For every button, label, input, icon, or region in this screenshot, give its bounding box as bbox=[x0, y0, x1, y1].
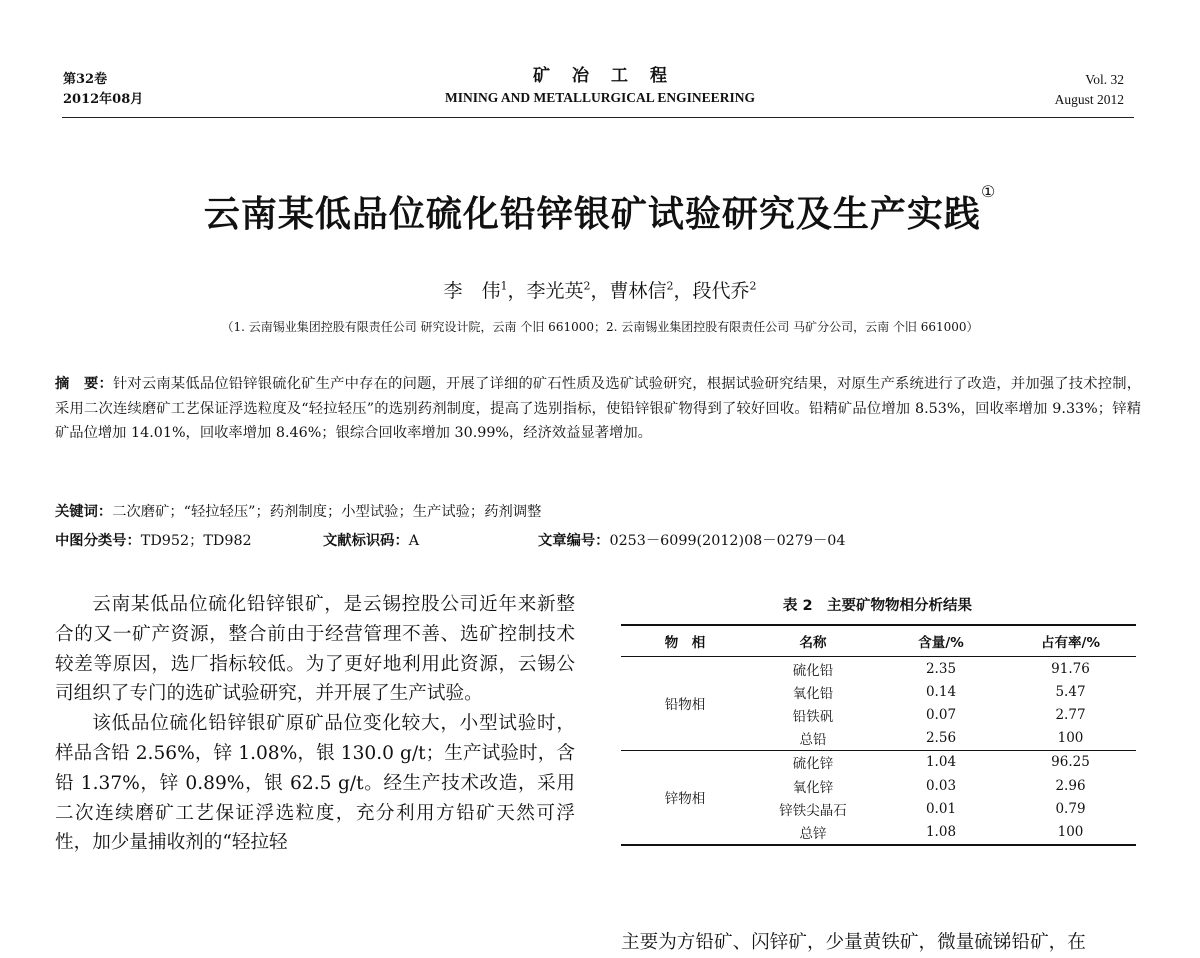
article-title-text: 云南某低品位硫化铅锌银矿试验研究及生产实践 bbox=[203, 194, 981, 235]
phase-table bbox=[621, 624, 1136, 846]
header-rule bbox=[62, 117, 1134, 118]
mineral-name: 铅铁矾 bbox=[792, 708, 834, 725]
phase-cell: 锌物相 bbox=[621, 750, 749, 844]
header-cell: 名称 bbox=[749, 625, 877, 657]
title-footnote-mark: ① bbox=[980, 182, 997, 201]
content-value: 0.01 bbox=[925, 800, 957, 817]
phase-cell: 铅物相 bbox=[621, 657, 749, 751]
author-name: 李光英 bbox=[526, 280, 584, 302]
date-en: August 2012 bbox=[1054, 92, 1124, 107]
abstract bbox=[55, 372, 1141, 446]
mineral-name: 氧化锌 bbox=[792, 779, 834, 796]
mineral-name: 氧化铅 bbox=[792, 685, 834, 702]
journal-title-en: MINING AND METALLURGICAL ENGINEERING bbox=[445, 90, 755, 105]
header-center bbox=[0, 64, 1200, 108]
author-affil-mark: 1 bbox=[500, 279, 508, 293]
content-value: 2.56 bbox=[877, 727, 1005, 751]
article-no-label: 文章编号： bbox=[538, 533, 610, 549]
body-right-column-text: 主要为方铅矿、闪锌矿，少量黄铁矿，微量硫锑铅矿，在 bbox=[621, 932, 1086, 953]
content-value: 0.07 bbox=[925, 706, 957, 723]
author-name: 李 伟 bbox=[443, 280, 501, 302]
classification-line bbox=[55, 530, 1141, 552]
share-value: 0.79 bbox=[1055, 800, 1086, 817]
body-left-column bbox=[55, 590, 575, 858]
keywords bbox=[55, 501, 1141, 523]
share-value: 100 bbox=[1005, 820, 1136, 844]
share-value: 96.25 bbox=[1051, 754, 1090, 771]
share-value: 100 bbox=[1005, 727, 1136, 751]
abstract-text: 针对云南某低品位铅锌银硫化矿生产中存在的问题，开展了详细的矿石性质及选矿试验研究，根据试验研究结果，对原生产系统进行了改造，并加强了技术控制，采用二次连续磨矿工艺保证浮选粒度及“轻拉轻压”的选别药剂制度，提高了选别指标，使铅锌银矿物得到了较好回收。铅精矿品位增加 8.53%，回收率增加 9.33%；锌精矿品位增加 14.01%，回收率增加 8.46%；银综合回收率增加 30.99%，经济效益显著增加。 bbox=[55, 376, 1141, 441]
date-cn: 2012年08月 bbox=[63, 92, 144, 107]
header-cell: 含量/% bbox=[877, 625, 1005, 657]
content-value: 1.04 bbox=[925, 754, 957, 771]
share-value: 91.76 bbox=[1051, 660, 1090, 677]
content-value: 0.03 bbox=[925, 777, 957, 794]
author-affil-mark: 2 bbox=[749, 279, 757, 293]
keywords-text: 二次磨矿；“轻拉轻压”；药剂制度；小型试验；生产试验；药剂调整 bbox=[112, 504, 542, 520]
abstract-label: 摘 要： bbox=[55, 376, 113, 392]
table-row bbox=[621, 657, 1136, 681]
share-value: 5.47 bbox=[1055, 683, 1086, 700]
table-header-row bbox=[621, 625, 1136, 657]
mineral-name: 总锌 bbox=[749, 820, 877, 844]
content-value: 2.35 bbox=[925, 660, 957, 677]
author-name: 曹林信 bbox=[609, 280, 667, 302]
mineral-name: 锌铁尖晶石 bbox=[779, 802, 847, 819]
body-paragraph: 该低品位硫化铅锌银矿原矿品位变化较大，小型试验时，样品含铅 2.56%，锌 1.08%，银 130.0 g/t；生产试验时，含铅 1.37%，锌 0.89%，银 62.5 g/t。经生产技术改造，采用二次连续磨矿工艺保证浮选粒度，充分利用方铅矿天然可浮性，加少量捕收剂的“轻拉轻 bbox=[55, 713, 575, 854]
header-cell: 物 相 bbox=[621, 625, 749, 657]
content-value: 0.14 bbox=[925, 683, 957, 700]
header-right bbox=[1055, 70, 1124, 110]
volume-en: Vol. 32 bbox=[1085, 72, 1124, 87]
author-list: 李 伟$^1$，李光英$^2$，曹林信$^2$，段代乔$^2$ bbox=[443, 279, 757, 302]
doc-code-value: A bbox=[408, 533, 420, 549]
mineral-name: 硫化锌 bbox=[792, 756, 834, 773]
affiliations: （1. 云南锡业集团控股有限责任公司 研究设计院，云南 个旧 661000；2. 云南锡业集团控股有限责任公司 马矿分公司，云南 个旧 661000） bbox=[221, 320, 979, 334]
body-paragraph: 云南某低品位硫化铅锌银矿，是云锡控股公司近年来新整合的又一矿产资源，整合前由于经营管理不善、选矿控制技术较差等原因，选厂指标较低。为了更好地利用此资源，云锡公司组织了专门的选矿试验研究，并开展了生产试验。 bbox=[55, 594, 575, 705]
share-value: 2.77 bbox=[1055, 706, 1086, 723]
journal-title-cn: 矿冶工程 bbox=[533, 66, 689, 86]
author-affil-mark: 2 bbox=[666, 279, 674, 293]
doc-code-label: 文献标识码： bbox=[323, 533, 409, 549]
header-cell: 占有率/% bbox=[1005, 625, 1136, 657]
article-no-value: 0253－6099(2012)08－0279－04 bbox=[609, 533, 846, 549]
mineral-name: 总铅 bbox=[749, 727, 877, 751]
content-value: 1.08 bbox=[877, 820, 1005, 844]
author-affil-mark: 2 bbox=[583, 279, 591, 293]
clc-value: TD952；TD982 bbox=[140, 533, 252, 549]
clc-label: 中图分类号： bbox=[55, 533, 141, 549]
volume-cn: 第32卷 bbox=[63, 72, 108, 87]
table-row bbox=[621, 750, 1136, 774]
table-caption: 表 2 主要矿物物相分析结果 bbox=[782, 598, 973, 614]
keywords-label: 关键词： bbox=[55, 504, 113, 520]
author-name: 段代乔 bbox=[692, 280, 750, 302]
share-value: 2.96 bbox=[1055, 777, 1086, 794]
article-title bbox=[0, 182, 1200, 237]
mineral-name: 硫化铅 bbox=[792, 662, 834, 679]
